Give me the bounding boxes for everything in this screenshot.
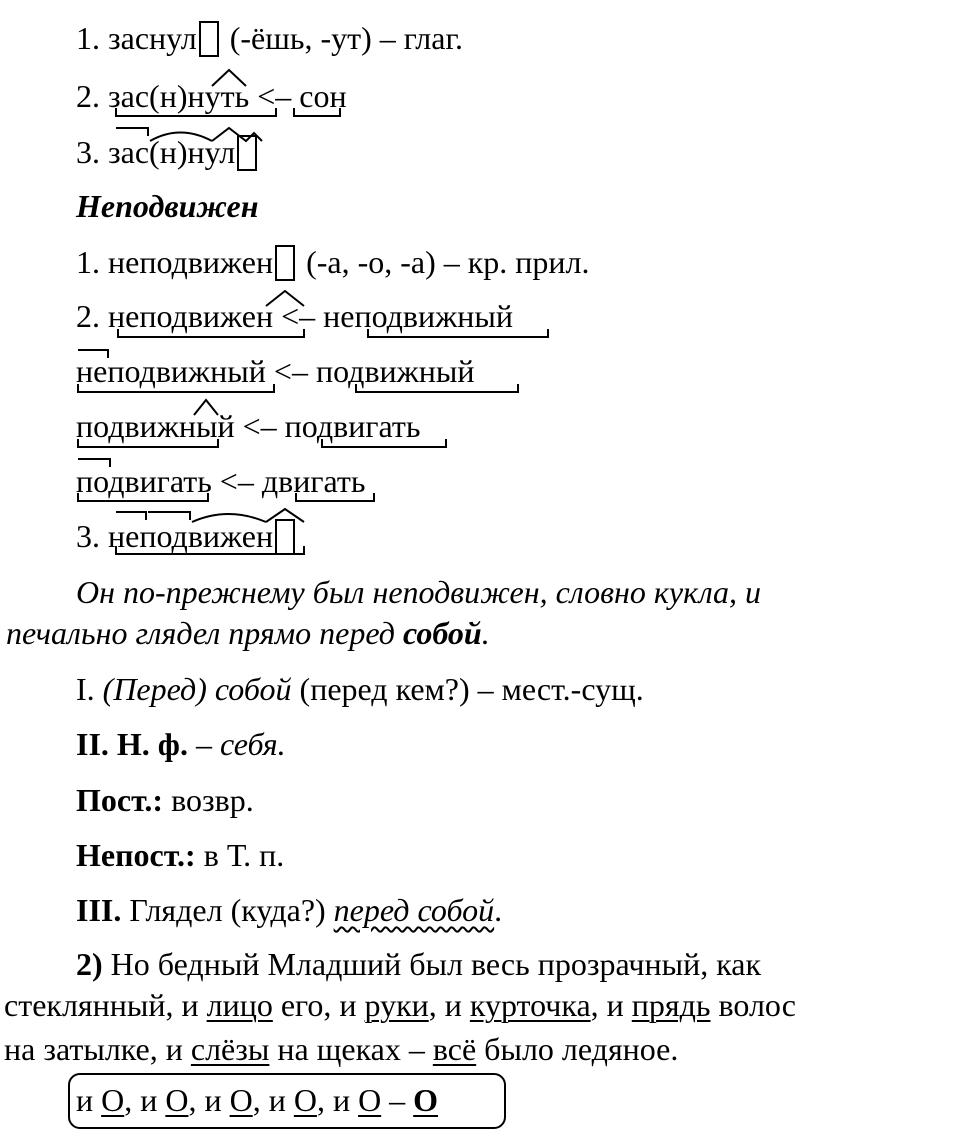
- subject-word: прядь: [631, 987, 711, 1023]
- scheme-member: О: [165, 1082, 189, 1118]
- item-number: 2.: [76, 298, 100, 334]
- sentence-text: , и: [428, 987, 462, 1023]
- sentence-text: стеклянный, и: [4, 987, 199, 1023]
- source-word: подвижный: [315, 353, 475, 389]
- item-number: 2.: [76, 78, 100, 114]
- ending-box: [199, 21, 219, 57]
- nepodvizhen-line-1: [76, 242, 590, 282]
- sentence-text: на затылке, и: [4, 1031, 183, 1067]
- analysis-i: [76, 669, 644, 709]
- variable-features-label: Непост.:: [76, 837, 196, 873]
- sentence-text: волос: [718, 987, 796, 1023]
- subject-word: слёзы: [190, 1031, 270, 1067]
- derivation-line-2: [76, 351, 475, 391]
- derived-word: подвигать: [76, 463, 212, 499]
- zasnul-line-1: [76, 18, 463, 58]
- source-word: двигать: [261, 463, 366, 499]
- analysis-ii: [76, 724, 286, 764]
- derivation-line-1: [76, 296, 513, 336]
- roman-three: III.: [76, 892, 122, 928]
- sentence-text: было ледяное.: [484, 1031, 679, 1067]
- scheme-conjunction: и: [204, 1082, 222, 1118]
- scheme-member: О: [358, 1082, 382, 1118]
- zasnul-line-3: [76, 132, 260, 172]
- ending-box: [237, 135, 257, 171]
- derivation-line-4: [76, 461, 365, 501]
- sentence-2-line-1: [76, 944, 761, 984]
- word: зас(н)нул: [108, 134, 236, 170]
- variable-features-value: в Т. п.: [203, 837, 285, 873]
- analysed-word: (Перед) собой: [102, 671, 292, 707]
- ending-box: [275, 519, 295, 555]
- scheme-member: О: [229, 1082, 253, 1118]
- derived-word: неподвижный: [76, 353, 266, 389]
- subject-word: руки: [364, 987, 429, 1023]
- scheme-conjunction: и: [76, 1082, 94, 1118]
- nepodvizhen-line-3: [76, 516, 298, 556]
- scheme-generalizing-word: О: [413, 1082, 439, 1118]
- source-word: неподвижный: [323, 298, 514, 334]
- scheme-comma: ,: [124, 1082, 133, 1118]
- word: неподвижен: [108, 518, 274, 554]
- derivation-arrow: <–: [219, 463, 254, 499]
- ending-box: [275, 245, 295, 281]
- sentence-end: .: [494, 892, 503, 928]
- sentence-text: , и: [590, 987, 624, 1023]
- analysis-nepost: [76, 835, 284, 875]
- scheme-conjunction: и: [268, 1082, 286, 1118]
- word: неподвижен: [108, 244, 274, 280]
- scheme-conjunction: и: [140, 1082, 158, 1118]
- sentence-1-line-2: [6, 613, 490, 653]
- item-number: 2): [76, 946, 103, 982]
- sentence-2-line-3: [4, 1029, 678, 1069]
- word: заснул: [108, 20, 197, 56]
- word-forms: (-ёшь, -ут) – глаг.: [229, 20, 463, 56]
- generalizing-word: всё: [432, 1031, 477, 1067]
- sentence-1-line-1: Он по-прежнему был неподвижен, словно кукла, и: [76, 574, 762, 610]
- sentence-text: Но бедный Младший был весь прозрачный, как: [110, 946, 762, 982]
- sentence-text: печально глядел прямо перед: [6, 615, 403, 651]
- word-forms: (-а, -о, -а) – кр. прил.: [306, 244, 590, 280]
- scheme-comma: ,: [188, 1082, 197, 1118]
- derivation-arrow: <–: [281, 298, 316, 334]
- item-number: 3.: [76, 134, 100, 170]
- scheme-comma: ,: [252, 1082, 261, 1118]
- scheme-comma: ,: [316, 1082, 325, 1118]
- derived-word: неподвижен: [108, 298, 274, 334]
- derived-word: подвижный: [76, 408, 235, 444]
- source-word: подвигать: [284, 408, 421, 444]
- item-number: 3.: [76, 518, 100, 554]
- item-number: 1.: [76, 244, 100, 280]
- source-word: сон: [299, 78, 347, 114]
- sentence-text: на щеках –: [277, 1031, 425, 1067]
- part-of-speech: (перед кем?) – мест.-сущ.: [299, 671, 644, 707]
- syntax-question: Глядел (куда?): [129, 892, 326, 928]
- scheme-member: О: [101, 1082, 125, 1118]
- roman-one: I.: [76, 671, 95, 707]
- adverbial-phrase: перед собой: [333, 892, 495, 928]
- sentence-scheme: [76, 1080, 438, 1120]
- subject-word: курточка: [469, 987, 591, 1023]
- derivation-arrow: <–: [242, 408, 277, 444]
- initial-form-label: II. Н. ф.: [76, 726, 188, 762]
- scheme-dash: –: [389, 1082, 406, 1118]
- analysis-iii: [76, 890, 502, 930]
- constant-features-label: Пост.:: [76, 782, 164, 818]
- derivation-line-3: [76, 406, 420, 446]
- sentence-2-line-2: [4, 985, 796, 1025]
- initial-form-value: себя.: [219, 726, 286, 762]
- derivation-arrow: <–: [257, 78, 292, 114]
- subject-word: лицо: [206, 987, 273, 1023]
- item-number: 1.: [76, 20, 100, 56]
- target-word: собой: [402, 615, 482, 651]
- constant-features-value: возвр.: [171, 782, 254, 818]
- section-heading: Неподвижен: [76, 188, 259, 224]
- derived-word: зас(н)нуть: [108, 78, 250, 114]
- dash: –: [195, 726, 212, 762]
- analysis-post: [76, 780, 254, 820]
- zasnul-line-2: [76, 76, 347, 116]
- scheme-conjunction: и: [332, 1082, 351, 1118]
- scheme-member: О: [293, 1082, 317, 1118]
- sentence-text: его, и: [280, 987, 357, 1023]
- derivation-arrow: <–: [273, 353, 308, 389]
- sentence-end: .: [481, 615, 490, 651]
